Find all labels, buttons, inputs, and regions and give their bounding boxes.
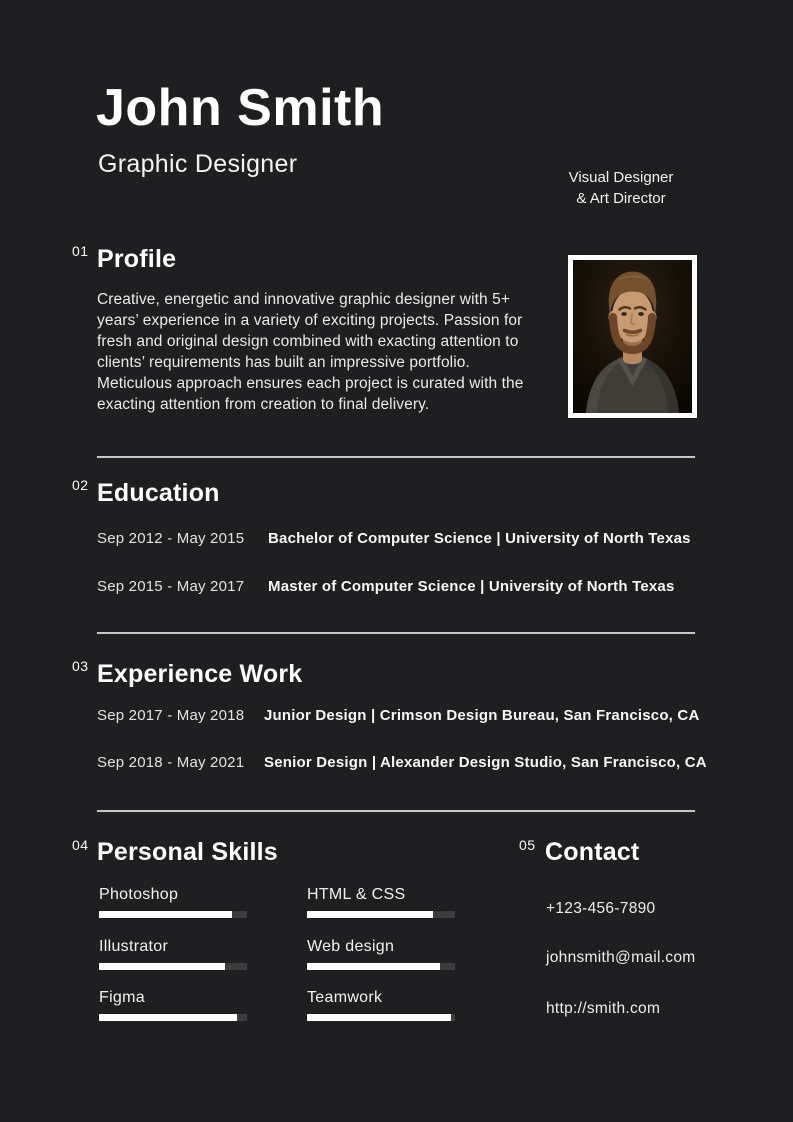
- contact-email: johnsmith@mail.com: [546, 949, 696, 966]
- skill-label: Teamwork: [307, 989, 383, 1006]
- education-section-number: 02: [72, 477, 89, 493]
- skill-progress-fill: [99, 911, 232, 918]
- education-row-date: Sep 2015 - May 2017: [97, 578, 245, 595]
- education-section-title: Education: [97, 479, 220, 507]
- skill-progress-bar: [99, 963, 247, 970]
- experience-row-date: Sep 2018 - May 2021: [97, 754, 245, 771]
- skill-progress-bar: [99, 911, 247, 918]
- separator-line-2: [97, 632, 695, 634]
- education-row-date: Sep 2012 - May 2015: [97, 530, 245, 547]
- contact-website: http://smith.com: [546, 1000, 661, 1017]
- experience-row-description: Senior Design | Alexander Design Studio, San Francisco, CA: [264, 754, 707, 771]
- person-role: Graphic Designer: [98, 150, 298, 178]
- skill-progress-bar: [307, 963, 455, 970]
- skill-label: HTML & CSS: [307, 886, 406, 903]
- experience-section-number: 03: [72, 658, 89, 674]
- contact-section-number: 05: [519, 837, 536, 853]
- portrait-photo-frame: [568, 255, 697, 418]
- skill-progress-fill: [307, 1014, 451, 1021]
- person-name: John Smith: [96, 79, 385, 137]
- skill-progress-bar: [307, 911, 455, 918]
- skill-item: [307, 989, 455, 1021]
- skill-item: [99, 989, 247, 1021]
- contact-section-title: Contact: [545, 838, 640, 866]
- skill-progress-bar: [99, 1014, 247, 1021]
- experience-row-date: Sep 2017 - May 2018: [97, 707, 245, 724]
- skills-section-title: Personal Skills: [97, 838, 278, 866]
- skill-label: Web design: [307, 938, 395, 955]
- skill-progress-fill: [99, 1014, 237, 1021]
- skill-label: Illustrator: [99, 938, 169, 955]
- skill-progress-fill: [99, 963, 225, 970]
- contact-phone: +123-456-7890: [546, 900, 656, 917]
- tagline-line-2: & Art Director: [576, 190, 666, 207]
- profile-section-title: Profile: [97, 245, 177, 273]
- experience-row-description: Junior Design | Crimson Design Bureau, San Francisco, CA: [264, 707, 700, 724]
- skill-item: [307, 886, 455, 918]
- profile-section-number: 01: [72, 243, 89, 259]
- skills-section-number: 04: [72, 837, 89, 853]
- skill-progress-bar: [307, 1014, 455, 1021]
- experience-section-title: Experience Work: [97, 660, 303, 688]
- separator-line-1: [97, 456, 695, 458]
- man-portrait-photo: [573, 260, 692, 413]
- education-row-description: Master of Computer Science | University of North Texas: [268, 578, 675, 595]
- separator-line-3: [97, 810, 695, 812]
- skill-progress-fill: [307, 911, 433, 918]
- tagline-line-1: Visual Designer: [568, 169, 674, 186]
- skill-progress-fill: [307, 963, 440, 970]
- person-tagline: [546, 167, 696, 209]
- skill-item: [99, 886, 247, 918]
- skill-item: [307, 938, 455, 970]
- skill-label: Photoshop: [99, 886, 179, 903]
- skill-item: [99, 938, 247, 970]
- profile-summary-text: Creative, energetic and innovative graphic designer with 5+ years’ experience in a variety of exciting projects. Passion for fresh and original design combined with exacting attention to clients’ requirements has built an impressive portfolio. Meticulous approach ensures each project is curated with the exacting attention from creation to final delivery.: [97, 291, 524, 413]
- skill-label: Figma: [99, 989, 145, 1006]
- education-row-description: Bachelor of Computer Science | University of North Texas: [268, 530, 691, 547]
